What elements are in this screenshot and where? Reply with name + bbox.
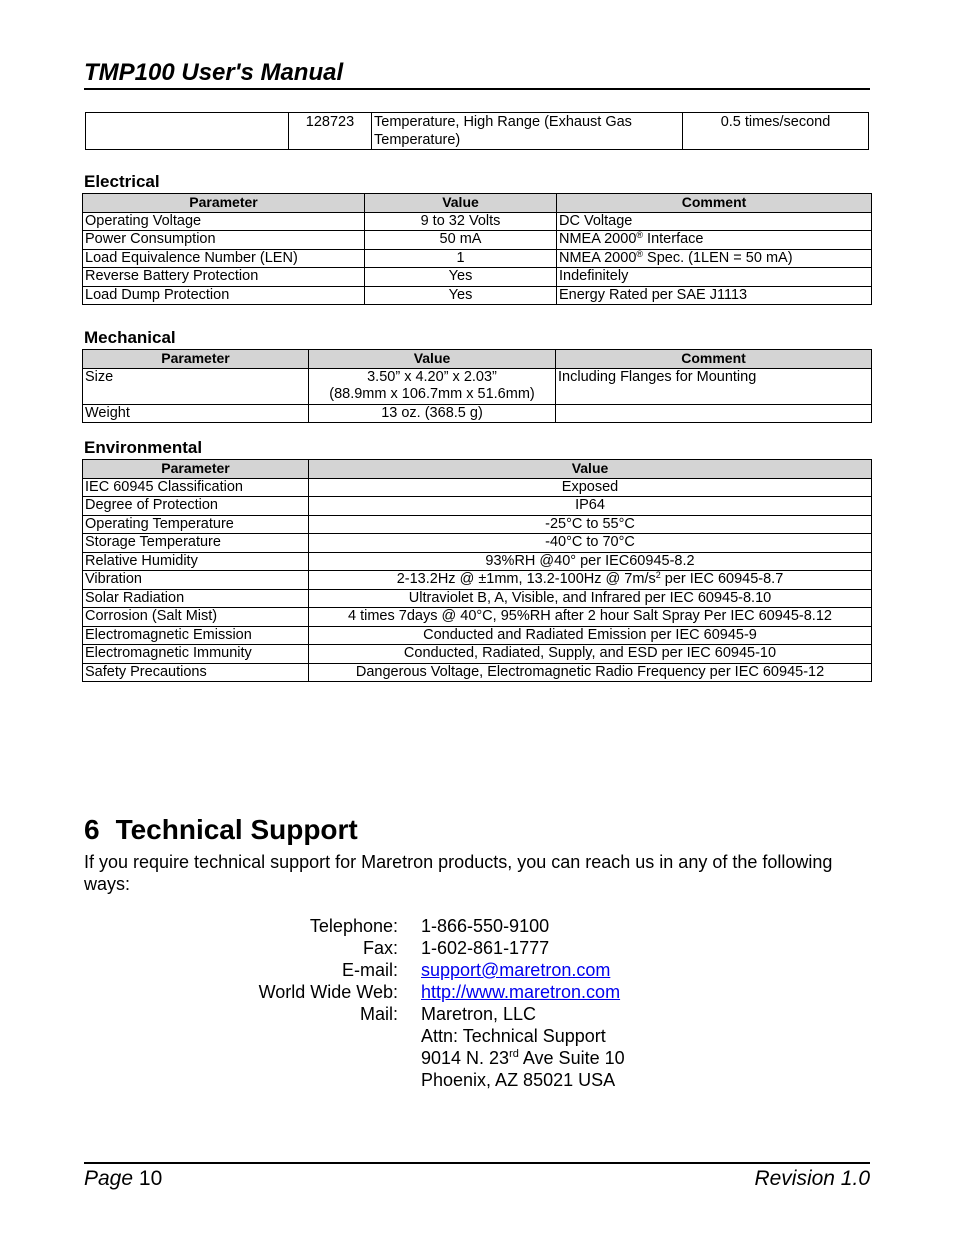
table-cell: 50 mA xyxy=(365,231,557,250)
table-row xyxy=(83,552,872,571)
table-cell: Yes xyxy=(365,286,557,305)
table-row xyxy=(83,515,872,534)
revision-label: Revision 1.0 xyxy=(754,1167,870,1190)
column-header: Parameter xyxy=(83,460,309,479)
cell-text: 2-13.2Hz @ ±1mm, 13.2-100Hz @ 7m/s xyxy=(396,571,656,587)
address-line: Phoenix, AZ 85021 USA xyxy=(421,1070,616,1090)
table-cell: Operating Voltage xyxy=(83,212,365,231)
environmental-label: Environmental xyxy=(84,438,203,457)
page-label: Page xyxy=(84,1167,134,1190)
table-cell xyxy=(309,571,872,590)
column-header: Parameter xyxy=(83,194,365,213)
table-row xyxy=(86,113,869,150)
table-cell: DC Voltage xyxy=(557,212,872,231)
address-line: Attn: Technical Support xyxy=(421,1026,606,1046)
cell-line: 3.50” x 4.20” x 2.03” xyxy=(367,368,497,385)
telephone-label: Telephone: xyxy=(309,916,398,936)
cell-text: NMEA 2000 xyxy=(559,249,637,266)
table-cell: Weight xyxy=(83,404,309,423)
table-row xyxy=(83,478,872,497)
email-label: E-mail: xyxy=(341,960,398,980)
electrical-label: Electrical xyxy=(84,172,160,191)
table-row xyxy=(83,589,872,608)
table-cell: 128723 xyxy=(289,113,372,150)
website-link[interactable]: http://www.maretron.com xyxy=(421,982,621,1002)
superscript: 2 xyxy=(655,570,661,580)
table-cell: Size xyxy=(83,368,309,404)
fax-label: Fax: xyxy=(362,938,398,958)
table-row xyxy=(83,663,872,682)
mail-address xyxy=(421,1003,625,1091)
table-cell: Ultraviolet B, A, Visible, and Infrared per IEC 60945-8.10 xyxy=(309,589,872,608)
contact-row xyxy=(84,981,874,1003)
cell-text: per IEC 60945-8.7 xyxy=(660,571,784,587)
address-text: 9014 N. 23 xyxy=(421,1048,510,1068)
table-cell: Power Consumption xyxy=(83,231,365,250)
table-cell: Conducted, Radiated, Supply, and ESD per IEC 60945-10 xyxy=(309,645,872,664)
column-header: Value xyxy=(365,194,557,213)
table-cell: Including Flanges for Mounting xyxy=(556,368,872,404)
column-header: Comment xyxy=(557,194,872,213)
table-cell: -40°C to 70°C xyxy=(309,534,872,553)
table-row xyxy=(83,368,872,404)
address-line: Maretron, LLC xyxy=(421,1004,537,1024)
web-label: World Wide Web: xyxy=(258,982,398,1002)
table-cell: 13 oz. (368.5 g) xyxy=(309,404,556,423)
address-text: Ave Suite 10 xyxy=(518,1048,625,1068)
table-cell: Safety Precautions xyxy=(83,663,309,682)
section-heading xyxy=(84,812,358,848)
table-cell: Corrosion (Salt Mist) xyxy=(83,608,309,627)
table-cell: Solar Radiation xyxy=(83,589,309,608)
table-cell: Electromagnetic Emission xyxy=(83,626,309,645)
section-number: 6 xyxy=(84,814,100,845)
table-cell: 9 to 32 Volts xyxy=(365,212,557,231)
table-cell: Electromagnetic Immunity xyxy=(83,645,309,664)
telephone-value: 1-866-550-9100 xyxy=(421,916,550,936)
electrical-table xyxy=(82,193,872,305)
registered-mark: ® xyxy=(636,230,644,240)
table-cell: IEC 60945 Classification xyxy=(83,478,309,497)
table-row xyxy=(83,497,872,516)
contact-row xyxy=(84,959,874,981)
section-title: Technical Support xyxy=(115,814,358,845)
environmental-table xyxy=(82,459,872,682)
address-line xyxy=(421,1047,625,1069)
table-row xyxy=(83,571,872,590)
table-row xyxy=(83,212,872,231)
mechanical-label: Mechanical xyxy=(84,328,176,347)
contact-row xyxy=(84,937,874,959)
table-cell: Load Equivalence Number (LEN) xyxy=(83,249,365,268)
table-header-row xyxy=(83,194,872,213)
table-cell: Temperature, High Range (Exhaust Gas Temperature) xyxy=(372,113,683,150)
page-indicator xyxy=(84,1165,162,1193)
table-cell: 4 times 7days @ 40°C, 95%RH after 2 hour Salt Spray Per IEC 60945-8.12 xyxy=(309,608,872,627)
page-number: 10 xyxy=(138,1167,163,1190)
table-cell: Energy Rated per SAE J1113 xyxy=(557,286,872,305)
table-cell: Operating Temperature xyxy=(83,515,309,534)
table-row xyxy=(83,534,872,553)
cell-line: (88.9mm x 106.7mm x 51.6mm) xyxy=(329,386,535,402)
pgn-table-continuation xyxy=(85,112,869,150)
table-cell: Dangerous Voltage, Electromagnetic Radio Frequency per IEC 60945-12 xyxy=(309,663,872,682)
table-header-row xyxy=(83,460,872,479)
table-cell xyxy=(557,249,872,268)
ordinal-suffix: rd xyxy=(509,1048,519,1060)
table-cell: Yes xyxy=(365,268,557,287)
table-cell xyxy=(309,368,556,404)
table-row xyxy=(83,231,872,250)
table-cell xyxy=(86,113,289,150)
mechanical-table xyxy=(82,349,872,423)
table-row xyxy=(83,249,872,268)
table-row xyxy=(83,645,872,664)
contact-info xyxy=(84,915,874,1091)
cell-text: Spec. (1LEN = 50 mA) xyxy=(643,249,793,266)
table-cell: 93%RH @40° per IEC60945-8.2 xyxy=(309,552,872,571)
table-cell xyxy=(557,231,872,250)
table-cell: Load Dump Protection xyxy=(83,286,365,305)
cell-text: NMEA 2000 xyxy=(559,231,637,247)
contact-row xyxy=(84,915,874,937)
page-footer xyxy=(84,1162,870,1193)
contact-row xyxy=(84,1003,874,1091)
table-cell: 1 xyxy=(365,249,557,268)
table-cell: Reverse Battery Protection xyxy=(83,268,365,287)
table-row xyxy=(83,268,872,287)
fax-value: 1-602-861-1777 xyxy=(421,938,550,958)
column-header: Value xyxy=(309,350,556,369)
table-cell: IP64 xyxy=(309,497,872,516)
column-header: Value xyxy=(309,460,872,479)
table-cell: Degree of Protection xyxy=(83,497,309,516)
column-header: Parameter xyxy=(83,350,309,369)
registered-mark: ® xyxy=(636,248,644,259)
intro-paragraph: If you require technical support for Maretron products, you can reach us in any of the following ways: xyxy=(84,852,833,894)
table-cell: -25°C to 55°C xyxy=(309,515,872,534)
table-cell: Vibration xyxy=(83,571,309,590)
email-link[interactable]: support@maretron.com xyxy=(421,960,611,980)
table-cell: Conducted and Radiated Emission per IEC 60945-9 xyxy=(309,626,872,645)
table-cell: 0.5 times/second xyxy=(683,113,869,150)
table-cell xyxy=(556,404,872,423)
document-title: TMP100 User's Manual xyxy=(84,59,344,86)
column-header: Comment xyxy=(556,350,872,369)
page-header xyxy=(84,58,870,90)
table-cell: Storage Temperature xyxy=(83,534,309,553)
table-cell: Exposed xyxy=(309,478,872,497)
mail-label: Mail: xyxy=(359,1004,398,1024)
table-row xyxy=(83,286,872,305)
cell-text: Interface xyxy=(643,231,704,247)
table-cell: Relative Humidity xyxy=(83,552,309,571)
table-row xyxy=(83,608,872,627)
table-row xyxy=(83,404,872,423)
table-cell: Indefinitely xyxy=(557,268,872,287)
table-header-row xyxy=(83,350,872,369)
table-row xyxy=(83,626,872,645)
